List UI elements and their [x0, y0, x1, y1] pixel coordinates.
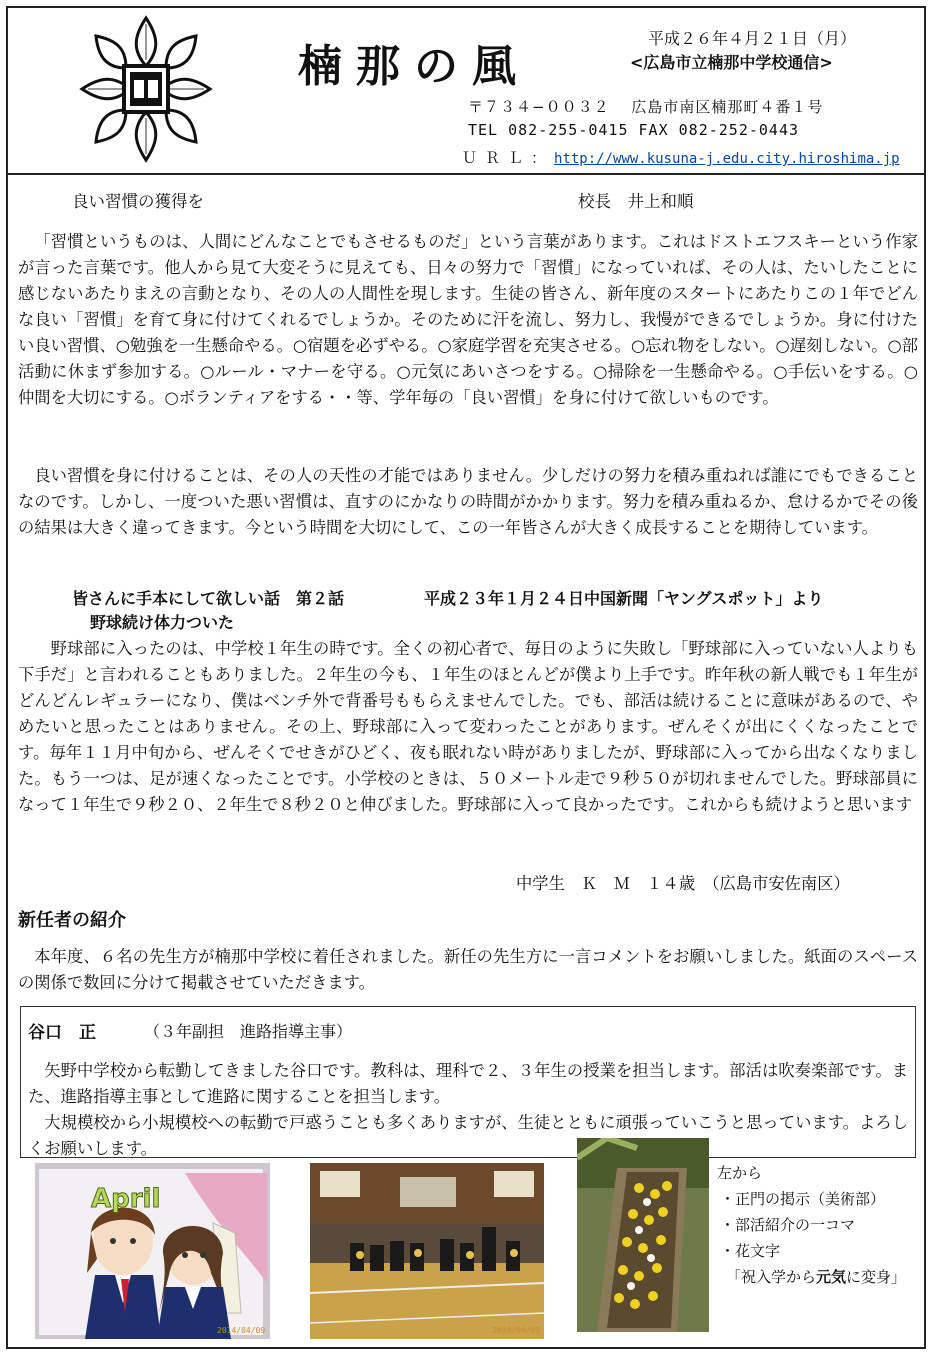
- school-emblem-icon: [78, 14, 214, 164]
- caption-quote-pre: 「祝入学から: [726, 1268, 817, 1286]
- header-divider: [6, 173, 926, 175]
- caption-quote-post: に変身」: [846, 1268, 907, 1286]
- story-signature: 中学生 Ｋ Ｍ １４歳 （広島市安佐南区）: [516, 874, 850, 893]
- caption-item-3: ・花文字: [720, 1242, 781, 1260]
- story-body: 野球部に入ったのは、中学校１年生の時です。全くの初心者で、毎日のように失敗し「野球部に入っていない人よりも下手だ」と言われることもありました。２年生の今も、１年生のほとんどが僕より上手です。昨年秋の新人戦でも１年生がどんどんレギュラーになり、僕はベンチ外で背番号ももらえませんでした。でも、部活は続けることに意味があるので、やめたいと思ったことはありません。その上、野球部に入って変わったことがあります。ぜんそくが出にくくなったことです。毎年１１月中旬から、ぜんそくでせきがひどく、夜も眠れない時がありましたが、野球部に入ってから出なくなりました。もう一つは、足が速くなったことです。小学校のときは、５０メートル走で９秒５０が切れませんでした。野球部員になって１年生で９秒２０、２年生で８秒２０と伸びました。野球部に入って良かったです。これからも続けようと思います: [18, 639, 918, 814]
- flower-bed-illustration: [577, 1138, 709, 1332]
- photo-flower-letters: [577, 1138, 709, 1332]
- caption-item-2: ・部活紹介の一コマ: [720, 1216, 856, 1234]
- school-website-link[interactable]: http://www.kusuna-j.edu.city.hiroshima.jp: [554, 151, 900, 167]
- story-series-heading: 皆さんに手本にして欲しい話 第２話: [72, 589, 345, 608]
- staff-paragraph-2: 大規模校から小規模校への転勤で戸惑うことも多くありますが、生徒とともに頑張っていこうと思っています。よろしくお願いします。: [28, 1113, 908, 1158]
- story-title: 野球続け体力ついた: [90, 613, 235, 632]
- principal-paragraph-1: 「習慣というものは、人間にどんなことでもさせるものだ」という言葉があります。これはドストエフスキーという作家が言った言葉です。他人から見て大変そうに見えても、日々の努力で「習慣」になっていれば、その人は、たいしたことに感じないあたりまえの言動となり、その人の人間性を現します。生徒の皆さん、新年度のスタートにあたりこの１年でどんな良い「習慣」を育て身に付けてくれるでしょうか。そのために汗を流し、努力し、我慢ができるでしょうか。身に付けたい良い習慣、○勉強を一生懸命やる。○宿題を必ずやる。○家庭学習を充実させる。○忘れ物をしない。○遅刻しない。○部活動に休まず参加する。○ルール・マナーを守る。○元気にあいさつをする。○掃除を一生懸命やる。○手伝いをする。○仲間を大切にする。○ボランティアをする・・等、学年毎の「良い習慣」を身に付けて欲しいものです。: [18, 232, 918, 407]
- photo-gate-poster: [35, 1163, 270, 1339]
- url-label: ＵＲＬ：: [462, 149, 555, 167]
- caption-quote: [726, 1264, 906, 1291]
- caption-quote-bold: 元気: [816, 1268, 847, 1286]
- poster-illustration: [35, 1163, 270, 1339]
- poster-text: April: [91, 1184, 161, 1214]
- school-name: <広島市立楠那中学校通信>: [630, 53, 833, 72]
- gym-band-illustration: [310, 1163, 544, 1339]
- principal-article-heading: 良い習慣の獲得を: [72, 192, 204, 211]
- principal-author: 校長 井上和順: [578, 192, 694, 211]
- staff-name: 谷口 正: [28, 1023, 96, 1043]
- photo-date-stamp-2: 2014/04/09: [492, 1326, 541, 1335]
- photo-club-introduction: [310, 1163, 544, 1339]
- new-staff-heading: 新任者の紹介: [18, 910, 126, 931]
- url-row: [462, 147, 900, 168]
- school-address: 〒７３４−００３２ 広島市南区楠那町４番１号: [468, 98, 824, 116]
- principal-paragraph-2: 良い習慣を身に付けることは、その人の天性の才能ではありません。少しだけの努力を積み重ねれば誰にでもできることなのです。しかし、一度ついた悪い習慣は、直すのにかなりの時間がかかります。努力を積み重ねるか、怠けるかでその後の結果は大きく違ってきます。今という時間を大切にして、この一年皆さんが大きく成長することを期待しています。: [18, 466, 918, 537]
- new-staff-intro: 本年度、６名の先生方が楠那中学校に着任されました。新任の先生方に一言コメントをお願いしました。紙面のスペースの関係で数回に分けて掲載させていただきます。: [18, 947, 918, 992]
- staff-paragraph-1: 矢野中学校から転勤してきました谷口です。教科は、理科で２、３年生の授業を担当します。部活は吹奏楽部です。また、進路指導主事として進路に関することを担当します。: [28, 1061, 908, 1106]
- story-source: 平成２３年１月２４日中国新聞「ヤングスポット」より: [424, 589, 824, 608]
- caption-item-1: ・正門の掲示（美術部）: [720, 1190, 886, 1208]
- photo-date-stamp-1: 2014/04/09: [217, 1326, 266, 1335]
- issue-date: 平成２６年４月２１日（月）: [648, 29, 857, 48]
- caption-lead: 左から: [717, 1164, 763, 1182]
- newsletter-title: 楠那の風: [298, 41, 530, 92]
- contact-numbers: TEL 082-255-0415 FAX 082-252-0443: [468, 121, 800, 139]
- staff-role: （３年副担 進路指導主事）: [144, 1022, 353, 1041]
